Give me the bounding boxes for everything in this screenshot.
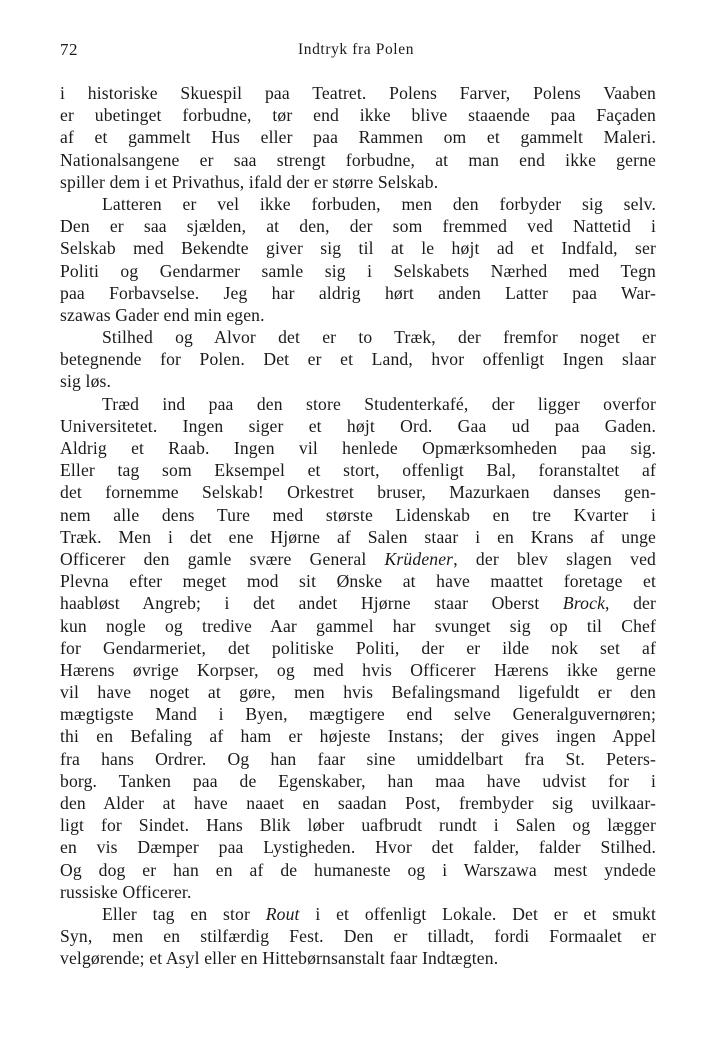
text-line: er ubetinget forbudne, tør end ikke blive staaende paa Façaden	[60, 105, 656, 126]
text-line: Stilhed og Alvor det er to Træk, der fremfor noget er	[102, 327, 656, 348]
text-line: Universitetet. Ingen siger et højt Ord. Gaa ud paa Gaden.	[60, 415, 656, 436]
text-line: Plevna efter meget mod sit Ønske at have maattet foretage et	[60, 571, 656, 592]
text-line: vil have noget at gøre, men hvis Befalingsmand ligefuldt er den	[60, 682, 656, 703]
text-line: Latteren er vel ikke forbuden, men den forbyder sig selv.	[102, 193, 656, 214]
text-line: Eller tag en stor Rout i et offenligt Lokale. Det er et smukt	[102, 903, 656, 924]
text-line: mægtigste Mand i Byen, mægtigere end selve Generalguvernøren;	[60, 704, 656, 725]
text-line: sig løs.	[60, 371, 112, 392]
text-line: szawas Gader end min egen.	[60, 304, 265, 325]
text-line: nem alle dens Ture med største Lidenskab en tre Kvarter i	[60, 504, 656, 525]
text-line: en vis Dæmper paa Lystigheden. Hvor det falder, falder Stilhed.	[60, 837, 656, 858]
text-line: betegnende for Polen. Det er et Land, hvor offenligt Ingen slaar	[60, 349, 656, 370]
text-line: fra hans Ordrer. Og han faar sine umiddelbart fra St. Peters-	[60, 748, 656, 769]
text-line: Hærens øvrige Korpser, og med hvis Officerer Hærens ikke gerne	[60, 659, 656, 680]
text-line: af et gammelt Hus eller paa Rammen om et gammelt Maleri.	[60, 127, 656, 148]
body-text	[60, 82, 656, 970]
text-line: i historiske Skuespil paa Teatret. Polens Farver, Polens Vaaben	[60, 83, 656, 103]
text-line: Den er saa sjælden, at den, der som fremmed ved Nattetid i	[60, 216, 656, 237]
text-line: Officerer den gamle svære General Krüdener, der blev slagen ved	[60, 548, 656, 569]
text-line: velgørende; et Asyl eller en Hittebørnsanstalt faar Indtægten.	[60, 948, 499, 969]
page-number: 72	[60, 40, 78, 59]
text-line: for Gendarmeriet, det politiske Politi, der er ilde nok set af	[60, 637, 656, 658]
running-title: Indtryk fra Polen	[297, 41, 415, 58]
text-line: paa Forbavselse. Jeg har aldrig hørt anden Latter paa War-	[60, 282, 656, 303]
text-line: Syn, men en stilfærdig Fest. Den er tilladt, fordi Formaalet er	[60, 926, 656, 947]
text-line: Træk. Men i det ene Hjørne af Salen staar i en Krans af unge	[60, 526, 656, 547]
text-line: thi en Befaling af ham er højeste Instans; der gives ingen Appel	[60, 726, 656, 747]
text-line: det fornemme Selskab! Orkestret bruser, Mazurkaen danses gen-	[60, 482, 656, 503]
text-line: Politi og Gendarmer samle sig i Selskabets Nærhed med Tegn	[60, 260, 656, 281]
text-line: haabløst Angreb; i det andet Hjørne staar Oberst Brock, der	[60, 593, 656, 614]
text-line: Selskab med Bekendte giver sig til at le højt ad et Indfald, ser	[60, 238, 656, 259]
text-line: spiller dem i et Privathus, ifald der er større Selskab.	[60, 171, 439, 192]
text-line: borg. Tanken paa de Egenskaber, han maa have udvist for i	[60, 770, 656, 791]
text-line: Nationalsangene er saa strengt forbudne, at man end ikke gerne	[60, 149, 656, 170]
text-line: Træd ind paa den store Studenterkafé, der ligger overfor	[102, 393, 656, 414]
text-line: ligt for Sindet. Hans Blik løber uafbrudt rundt i Salen og lægger	[60, 815, 656, 836]
text-line: Aldrig et Raab. Ingen vil henlede Opmærksomheden paa sig.	[60, 438, 656, 458]
text-line: kun nogle og tredive Aar gammel har svunget sig op til Chef	[60, 615, 656, 636]
text-line: russiske Officerer.	[60, 881, 192, 902]
text-line: Og dog er han en af de humaneste og i Warszawa mest yndede	[60, 859, 656, 880]
text-line: Eller tag som Eksempel et stort, offenligt Bal, foranstaltet af	[60, 460, 656, 481]
text-line: den Alder at have naaet en saadan Post, frembyder sig uvilkaar-	[60, 793, 656, 813]
page-header	[0, 40, 712, 64]
